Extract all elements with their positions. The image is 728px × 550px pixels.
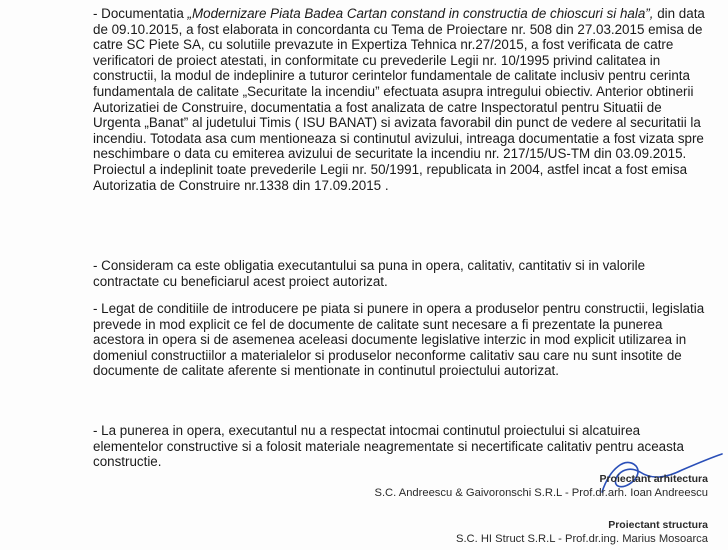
project-title: „Modernizare Piata Badea Cartan constand in constructia de chioscuri si hala”, [187, 6, 654, 21]
structure-designer-name: S.C. HI Struct S.R.L - Prof.dr.ing. Marius Mosoarca [455, 533, 708, 545]
paragraph-legislation: - Legat de conditiile de introducere pe piata si punere in opera a produselor pentru constructii, legislatia prevede in mod explicit ce fel de documente de calitate sunt necesare a fi prezentate la punerea acestora in opera si de asemenea aceleasi documente legislative interzic in mod explicit utilizarea in domeniul constructiilor a materialelor si produselor neconforme calitativ sau care nu sunt insotite de documente de calitate aferente si mentionate in continutul proiectului autorizat. [93, 301, 705, 379]
architecture-designer-label: Proiectant arhitectura [599, 473, 708, 485]
paragraph-body: din data de 09.10.2015, a fost elaborata in concordanta cu Tema de Proiectare nr. 508 din 27.03.2015 emisa de catre SC Piete SA, cu solutiile prevazute in Expertiza Tehnica nr.27/2015, a fost verificata de catre verificatori de proiect atestati, in conformitate cu prevederile Legii nr. 10/1995 privind calitatea in constructii, la modul de indeplinire a tuturor cerintelor fundamentale de calitate inclusiv pentru cerinta fundamentala de calitate „Securitate la incendiu” efectuata asupra intregului obiectiv. Anterior obtinerii Autorizatiei de Construire, documentatia a fost analizata de catre Inspectoratul pentru Situatii de Urgenta „Banat” al judetului Timis ( ISU BANAT) si avizata favorabil din punct de vedere al securitatii la incendiu. Totodata asa cum mentioneaza si continutul avizului, intreaga documentatie a fost vizata spre neschimbare o data cu emiterea avizului de securitate la incendiu nr. 217/15/US-TM din 03.09.2015. Proiectul a indeplinit toate prevederile Legii nr. 50/1991, republicata in 2004, astfel incat a fost emisa Autorizatia de Construire nr.1338 din 17.09.2015 . [93, 6, 705, 193]
paragraph-documentation [93, 6, 705, 193]
architecture-designer-name: S.C. Andreescu & Gaivoronschi S.R.L - Prof.dr.arh. Ioan Andreescu [374, 487, 708, 499]
paragraph-execution: - La punerea in opera, executantul nu a respectat intocmai continutul proiectului si alcatuirea elementelor constructive si a folosit materiale neagrementate si necertificate calitativ pentru aceasta constructie. [93, 423, 684, 470]
paragraph-lead: - Documentatia [93, 6, 188, 21]
paragraph-obligation: - Consideram ca este obligatia executantului sa puna in opera, calitativ, cantitativ si in valorile contractate cu beneficiarul acest proiect autorizat. [93, 258, 646, 289]
structure-designer-label: Proiectant structura [608, 519, 708, 531]
